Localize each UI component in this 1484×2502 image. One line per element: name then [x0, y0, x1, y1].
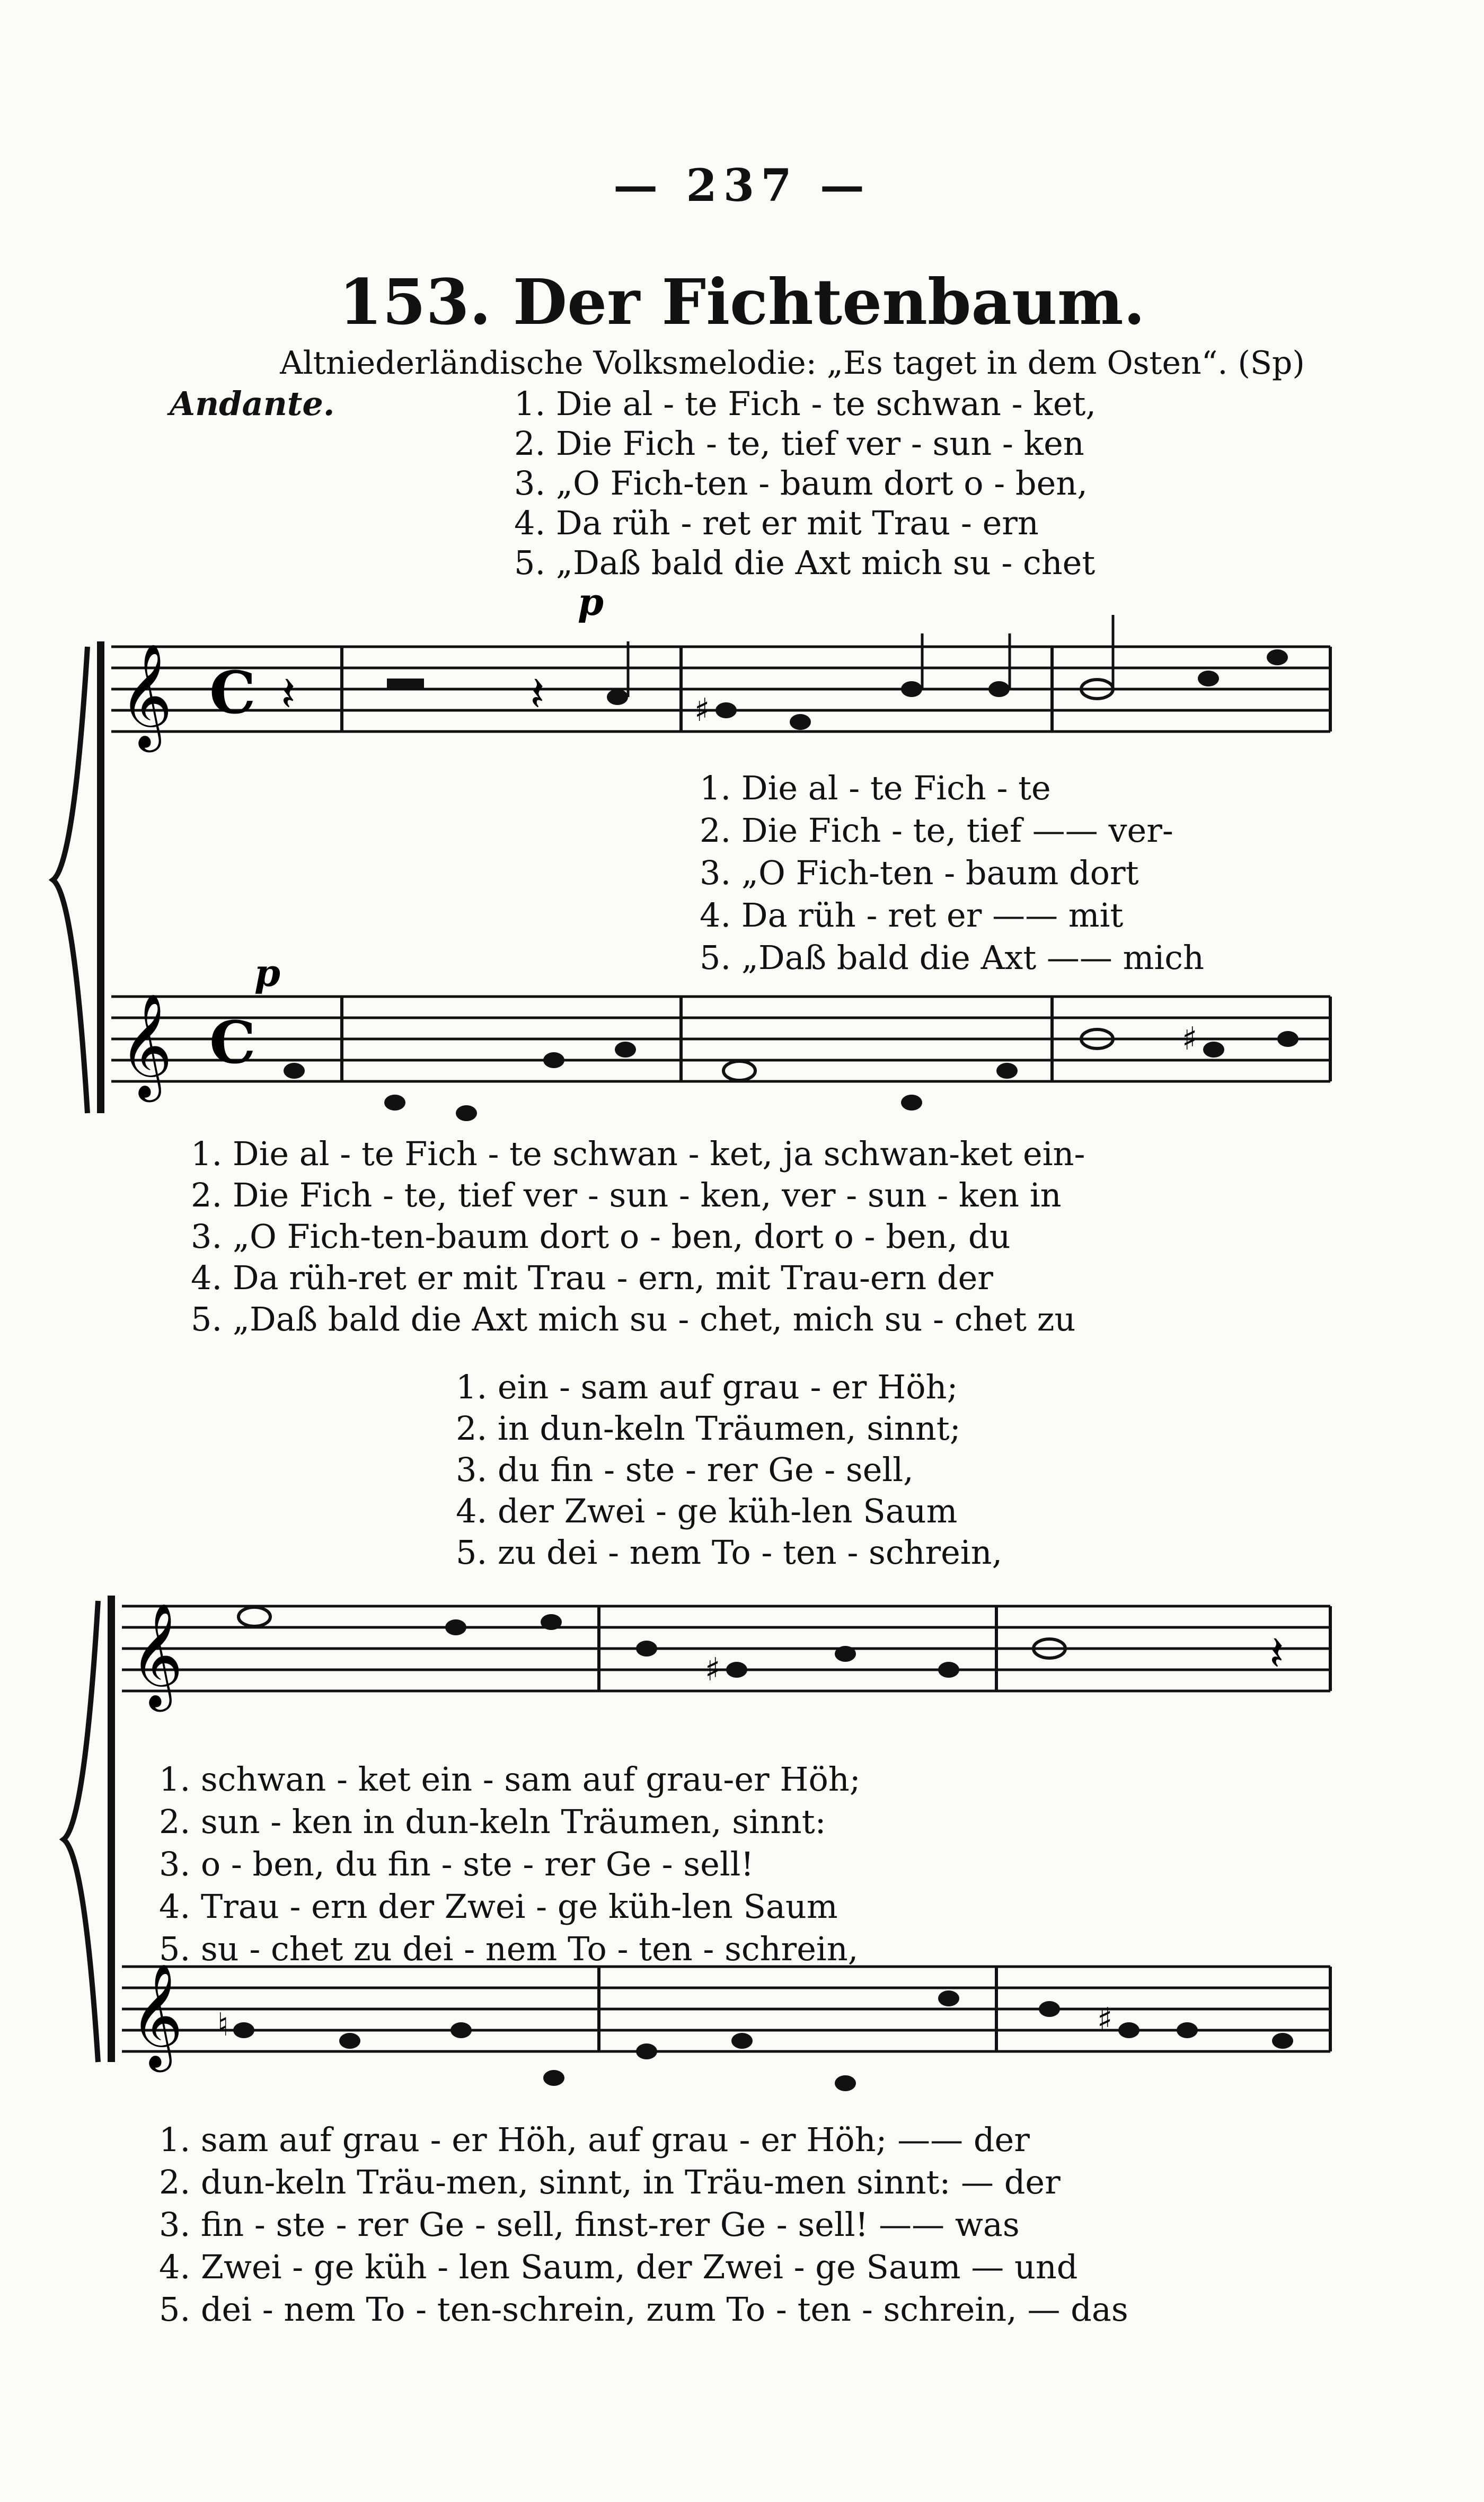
quarter-rest-icon: 𝄽 [1269, 1626, 1284, 1681]
song-title: Der Fichtenbaum. [513, 265, 1145, 339]
note-head [339, 2033, 360, 2049]
verse-line: 4. der Zwei - ge küh-len Saum [456, 1492, 958, 1530]
note-head [1118, 2022, 1140, 2038]
note-head [238, 1607, 270, 1626]
lyric-line: 3. fin - ste - rer Ge - sell, finst-rer Ge - sell! —— was [159, 2205, 1020, 2244]
verse-line: 3. „O Fich-ten - baum dort o - ben, [514, 464, 1088, 503]
lyric-line: 3. o - ben, du fin - ste - rer Ge - sell! [159, 1845, 754, 1883]
song-number: 153. [339, 265, 491, 339]
sharp-icon: ♯ [1182, 1020, 1198, 1058]
note-head [1277, 1031, 1298, 1047]
lyric-line: 4. Da rüh - ret er —— mit [700, 896, 1124, 935]
dynamic-piano: p [254, 951, 280, 995]
note-head [543, 2070, 564, 2086]
treble-clef-icon: 𝄞 [130, 1602, 183, 1707]
lyric-line: 4. Da rüh-ret er mit Trau - ern, mit Trau-ern der [191, 1258, 993, 1297]
note-head [1267, 649, 1288, 665]
note-head [636, 2043, 657, 2059]
song-title-line [0, 265, 1484, 339]
sharp-icon: ♯ [1097, 2001, 1113, 2038]
note-head [456, 1105, 477, 1121]
quarter-rest-icon: 𝄽 [530, 666, 545, 722]
lyric-line: 2. sun - ken in dun-keln Träumen, sinnt: [159, 1802, 826, 1841]
lyric-line: 5. „Daß bald die Axt mich su - chet, mich su - chet zu [191, 1300, 1076, 1338]
note-head [450, 2022, 472, 2038]
pre-verse-block [514, 384, 1096, 583]
note-head [996, 1063, 1018, 1079]
melody-source: Altniederländische Volksmelodie: „Es taget in dem Osten“. (Sp) [280, 345, 1305, 382]
note-head [938, 1662, 959, 1678]
note-head [938, 1990, 959, 2006]
common-time-icon: C [209, 658, 256, 727]
lyric-line: 3. „O Fich-ten - baum dort [700, 853, 1139, 892]
system-brace [64, 1601, 98, 2062]
note-head [835, 2075, 856, 2091]
system1-upper-lyrics [700, 769, 1204, 981]
verse-line: 1. ein - sam auf grau - er Höh; [456, 1368, 958, 1406]
note-head [1198, 671, 1219, 686]
note-head [790, 714, 811, 730]
lyric-line: 5. „Daß bald die Axt —— mich [700, 938, 1204, 977]
lyric-line: 1. Die al - te Fich - te schwan - ket, ja schwan-ket ein- [191, 1134, 1085, 1173]
note-head [384, 1095, 405, 1111]
note-head [607, 689, 628, 705]
note-head [723, 1061, 755, 1080]
lyric-line: 2. dun-keln Träu-men, sinnt, in Träu-men sinnt: — der [159, 2163, 1061, 2201]
note-head [1203, 1042, 1224, 1058]
note-head [1177, 2022, 1198, 2038]
lyric-line: 4. Zwei - ge küh - len Saum, der Zwei - ge Saum — und [159, 2248, 1078, 2286]
lyric-line: 1. sam auf grau - er Höh, auf grau - er Höh; —— der [159, 2120, 1030, 2159]
note-head [901, 681, 922, 697]
lyric-line: 2. Die Fich - te, tief —— ver- [700, 811, 1173, 850]
note-head [835, 1646, 856, 1662]
verse-line: 4. Da rüh - ret er mit Trau - ern [514, 504, 1039, 542]
verse-line: 5. zu dei - nem To - ten - schrein, [456, 1533, 1003, 1572]
sharp-icon: ♯ [694, 692, 710, 729]
quarter-rest-icon: 𝄽 [281, 666, 296, 722]
treble-clef-icon: 𝄞 [119, 643, 173, 748]
page-number: — 237 — [613, 159, 871, 212]
treble-clef-icon: 𝄞 [130, 1963, 183, 2068]
note-head [284, 1063, 305, 1079]
note-head [541, 1614, 562, 1630]
system1-lower-lyrics [191, 1134, 1085, 1341]
note-head [988, 681, 1010, 697]
note-head [716, 702, 737, 718]
verse-line: 2. Die Fich - te, tief ver - sun - ken [514, 424, 1084, 463]
tempo-marking: Andante. [170, 384, 335, 423]
system2-lower-lyrics [159, 2120, 1128, 2332]
note-head [726, 1662, 747, 1678]
mid-verse-block [456, 1368, 1002, 1574]
lyric-line: 4. Trau - ern der Zwei - ge küh-len Saum [159, 1887, 838, 1926]
dynamic-piano: p [578, 583, 604, 624]
note-head [1039, 2001, 1060, 2017]
verse-line: 5. „Daß bald die Axt mich su - chet [514, 543, 1096, 582]
upper-staff [122, 1606, 1330, 1691]
lyric-line: 2. Die Fich - te, tief ver - sun - ken, ver - sun - ken in [191, 1176, 1062, 1214]
note-head [543, 1052, 564, 1068]
treble-clef-icon: 𝄞 [119, 993, 173, 1098]
note-head [1272, 2033, 1293, 2049]
half-rest-icon [387, 679, 424, 689]
lower-staff [122, 1967, 1330, 2051]
lyric-line: 3. „O Fich-ten-baum dort o - ben, dort o - ben, du [191, 1217, 1011, 1256]
verse-line: 2. in dun-keln Träumen, sinnt; [456, 1409, 961, 1448]
sharp-icon: ♯ [705, 1651, 721, 1688]
note-head [445, 1619, 466, 1635]
system2-upper-lyrics [159, 1760, 861, 1972]
note-head [901, 1095, 922, 1111]
lyric-line: 5. dei - nem To - ten-schrein, zum To - ten - schrein, — das [159, 2290, 1128, 2329]
system-brace [53, 647, 87, 1113]
note-head [636, 1641, 657, 1657]
common-time-icon: C [209, 1008, 256, 1077]
lyric-line: 1. Die al - te Fich - te [700, 769, 1051, 807]
verse-line: 3. du fin - ste - rer Ge - sell, [456, 1450, 914, 1489]
lyric-line: 1. schwan - ket ein - sam auf grau-er Höh; [159, 1760, 861, 1799]
note-head [731, 2033, 753, 2049]
natural-icon: ♮ [217, 2006, 229, 2043]
lyric-line: 5. su - chet zu dei - nem To - ten - schrein, [159, 1930, 859, 1968]
note-head [233, 2022, 254, 2038]
verse-line: 1. Die al - te Fich - te schwan - ket, [514, 384, 1097, 423]
note-head [615, 1042, 636, 1058]
